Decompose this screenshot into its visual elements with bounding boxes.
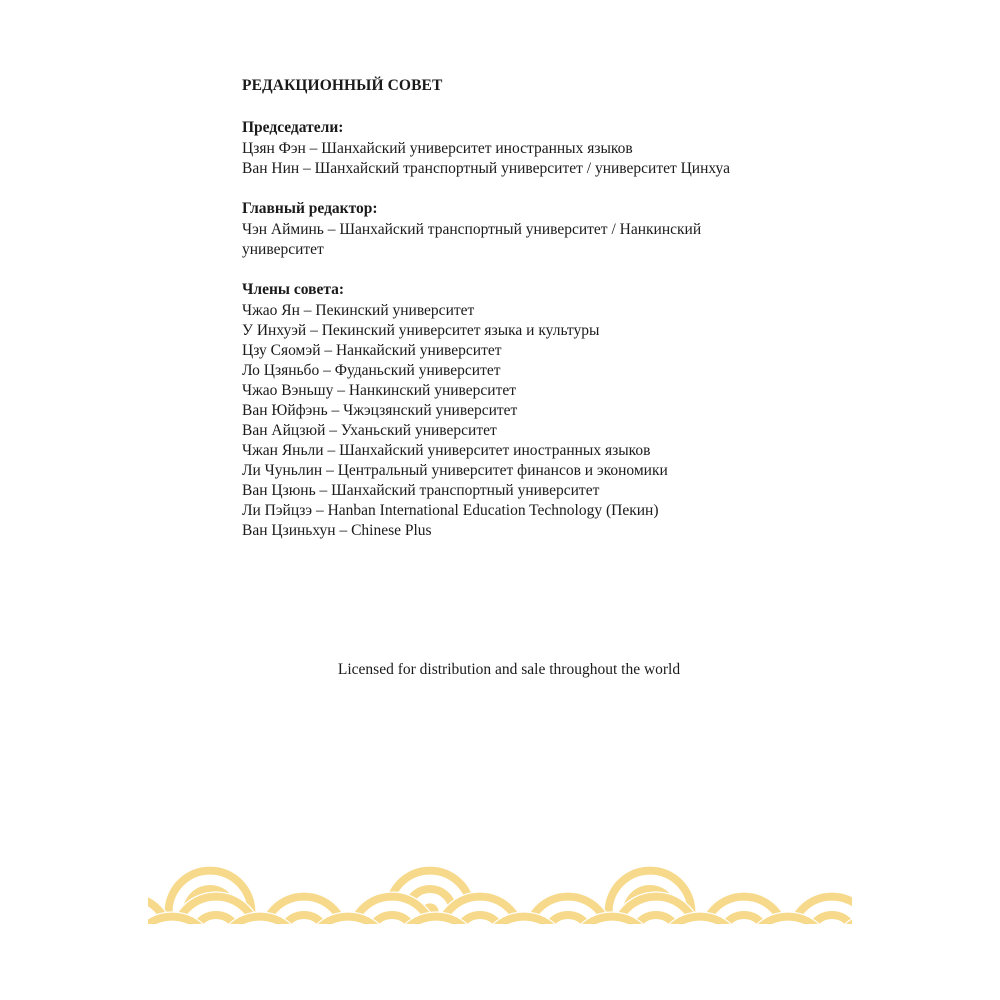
- chairs-heading: Председатели:: [242, 119, 344, 136]
- member-line: Ван Юйфэнь – Чжэцзянский университет: [242, 402, 518, 419]
- member-line: Ван Цзюнь – Шанхайский транспортный университет: [242, 482, 600, 499]
- board-title: РЕДАКЦИОННЫЙ СОВЕТ: [242, 77, 443, 94]
- chair-line: Цзян Фэн – Шанхайский университет иностранных языков: [242, 140, 633, 157]
- members-heading: Члены совета:: [242, 281, 345, 298]
- member-line: Чжао Вэньшу – Нанкинский университет: [242, 382, 516, 399]
- editor-section: [242, 199, 842, 260]
- license-statement: Licensed for distribution and sale throughout the world: [337, 661, 681, 678]
- member-line: Цзу Сяомэй – Нанкайский университет: [242, 342, 502, 359]
- seigaiha-wave-icon: [148, 854, 852, 924]
- members-section: [242, 280, 842, 541]
- member-line: Чжао Ян – Пекинский университет: [242, 302, 475, 319]
- chairs-section: [242, 118, 842, 179]
- member-line: Ли Пэйцзэ – Hanban International Education Technology (Пекин): [242, 502, 659, 519]
- member-line: Ло Цзяньбо – Фуданьский университет: [242, 362, 501, 379]
- editorial-board: [242, 76, 842, 561]
- member-line: Ван Цзиньхун – Chinese Plus: [242, 522, 432, 539]
- editor-heading: Главный редактор:: [242, 200, 378, 217]
- member-line: У Инхуэй – Пекинский университет языка и культуры: [242, 322, 600, 339]
- chair-line: Ван Нин – Шанхайский транспортный университет / университет Цинхуа: [242, 160, 730, 177]
- member-line: Ван Айцзюй – Уханьский университет: [242, 422, 497, 439]
- member-line: Ли Чуньлин – Центральный университет финансов и экономики: [242, 462, 668, 479]
- editor-line: Чэн Айминь – Шанхайский транспортный университет / Нанкинский университет: [242, 221, 705, 258]
- member-line: Чжан Яньли – Шанхайский университет иностранных языков: [242, 442, 651, 459]
